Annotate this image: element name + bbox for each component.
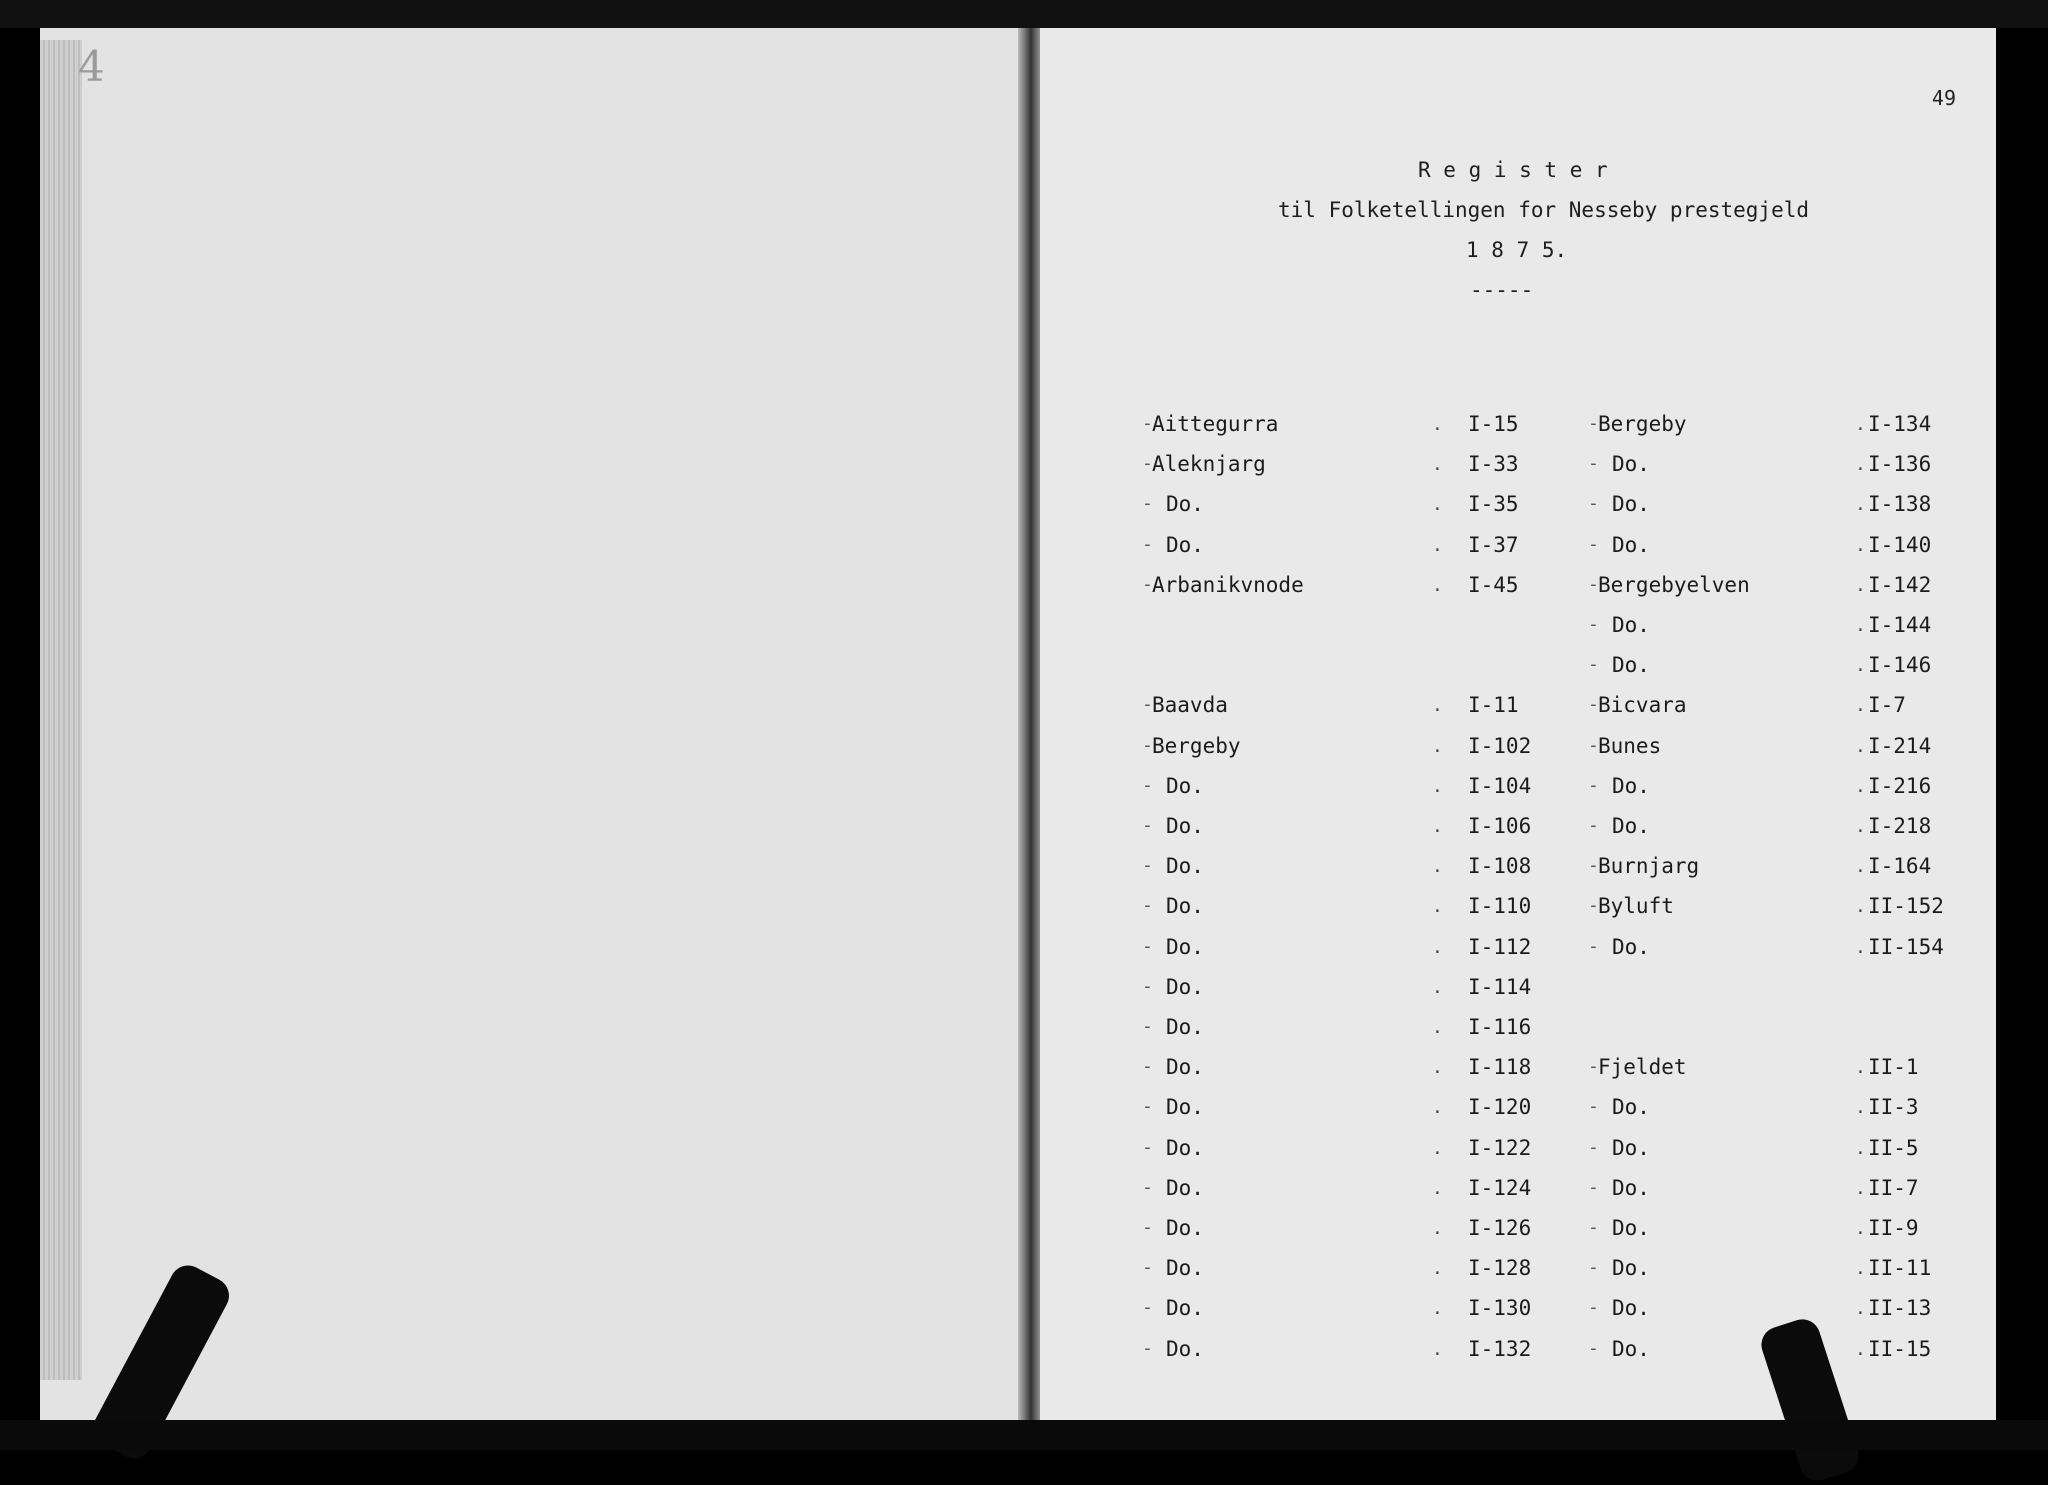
margin-dash: - <box>1588 1137 1599 1158</box>
entry-reference: I-106 <box>1468 814 1532 838</box>
entry-place: Bunes <box>1598 734 1662 758</box>
entry-place: Do. <box>1166 1337 1204 1361</box>
leader-dot: . <box>1432 736 1443 757</box>
margin-dash: - <box>1588 694 1599 715</box>
entry-place: Do. <box>1612 1337 1650 1361</box>
margin-dash: - <box>1142 1096 1153 1117</box>
entry-place: Do. <box>1166 975 1204 999</box>
entry-place: Do. <box>1166 774 1204 798</box>
margin-dash: - <box>1142 1257 1153 1278</box>
entry-reference: I-132 <box>1468 1337 1532 1361</box>
leader-dot: . <box>1432 776 1443 797</box>
leader-dot: . <box>1432 816 1443 837</box>
entry-reference: I-118 <box>1468 1055 1532 1079</box>
entry-reference: I-110 <box>1468 894 1532 918</box>
entry-reference: I-138 <box>1868 492 1932 516</box>
entry-reference: I-45 <box>1468 573 1519 597</box>
entry-place: Do. <box>1166 533 1204 557</box>
scan-top-border <box>0 0 2048 28</box>
margin-dash: - <box>1142 1137 1153 1158</box>
margin-dash: - <box>1142 413 1153 434</box>
margin-dash: - <box>1588 574 1599 595</box>
entry-reference: I-134 <box>1868 412 1932 436</box>
entry-place: Baavda <box>1152 693 1228 717</box>
entry-reference: I-216 <box>1868 774 1932 798</box>
entry-place: Do. <box>1612 935 1650 959</box>
entry-reference: II-5 <box>1868 1136 1919 1160</box>
entry-place: Do. <box>1166 1055 1204 1079</box>
margin-dash: - <box>1588 1056 1599 1077</box>
leader-dot: . <box>1855 454 1866 475</box>
entry-place: Do. <box>1166 935 1204 959</box>
entry-place: Do. <box>1612 492 1650 516</box>
entry-place: Do. <box>1166 1015 1204 1039</box>
margin-dash: - <box>1588 493 1599 514</box>
page-title: R e g i s t e r <box>1418 158 1608 182</box>
margin-dash: - <box>1142 493 1153 514</box>
leader-dot: . <box>1855 615 1866 636</box>
margin-dash: - <box>1588 735 1599 756</box>
leader-dot: . <box>1432 1298 1443 1319</box>
leader-dot: . <box>1855 1138 1866 1159</box>
entry-place: Burnjarg <box>1598 854 1700 878</box>
entry-reference: II-11 <box>1868 1256 1932 1280</box>
entry-place: Do. <box>1166 1176 1204 1200</box>
leader-dot: . <box>1432 494 1443 515</box>
margin-dash: - <box>1142 735 1153 756</box>
entry-place: Do. <box>1612 814 1650 838</box>
leader-dot: . <box>1855 1339 1866 1360</box>
margin-dash: - <box>1588 1297 1599 1318</box>
entry-place: Do. <box>1166 1256 1204 1280</box>
entry-reference: I-164 <box>1868 854 1932 878</box>
entry-reference: II-1 <box>1868 1055 1919 1079</box>
entry-reference: I-130 <box>1468 1296 1532 1320</box>
leader-dot: . <box>1855 695 1866 716</box>
entry-reference: II-13 <box>1868 1296 1932 1320</box>
entry-place: Do. <box>1612 653 1650 677</box>
entry-place: Do. <box>1166 1136 1204 1160</box>
margin-dash: - <box>1142 1016 1153 1037</box>
leader-dot: . <box>1432 937 1443 958</box>
page-subtitle: til Folketellingen for Nesseby prestegjeld <box>1278 198 1810 222</box>
leader-dot: . <box>1855 1258 1866 1279</box>
entry-place: Bergeby <box>1598 412 1687 436</box>
margin-dash: - <box>1142 775 1153 796</box>
entry-reference: I-140 <box>1868 533 1932 557</box>
entry-reference: I-33 <box>1468 452 1519 476</box>
leader-dot: . <box>1855 1218 1866 1239</box>
entry-place: Do. <box>1166 1216 1204 1240</box>
entry-reference: I-7 <box>1868 693 1906 717</box>
margin-dash: - <box>1142 1338 1153 1359</box>
margin-dash: - <box>1588 614 1599 635</box>
margin-dash: - <box>1142 1056 1153 1077</box>
leader-dot: . <box>1432 856 1443 877</box>
leader-dot: . <box>1432 1178 1443 1199</box>
entry-reference: I-144 <box>1868 613 1932 637</box>
entry-reference: I-128 <box>1468 1256 1532 1280</box>
leader-dot: . <box>1855 494 1866 515</box>
leader-dot: . <box>1432 1138 1443 1159</box>
entry-place: Arbanikvnode <box>1152 573 1304 597</box>
margin-dash: - <box>1588 855 1599 876</box>
entry-reference: I-142 <box>1868 573 1932 597</box>
entry-place: Bergeby <box>1152 734 1241 758</box>
margin-dash: - <box>1588 1177 1599 1198</box>
entry-place: Bergebyelven <box>1598 573 1750 597</box>
leader-dot: . <box>1855 896 1866 917</box>
leader-dot: . <box>1432 414 1443 435</box>
entry-reference: I-112 <box>1468 935 1532 959</box>
leader-dot: . <box>1432 896 1443 917</box>
entry-reference: II-7 <box>1868 1176 1919 1200</box>
title-divider: ----- <box>1470 278 1534 302</box>
entry-place: Aleknjarg <box>1152 452 1266 476</box>
entry-place: Do. <box>1612 1216 1650 1240</box>
entry-reference: I-35 <box>1468 492 1519 516</box>
margin-dash: - <box>1142 815 1153 836</box>
entry-place: Do. <box>1612 1136 1650 1160</box>
leader-dot: . <box>1432 1339 1443 1360</box>
entry-place: Do. <box>1166 492 1204 516</box>
entry-place: Do. <box>1166 854 1204 878</box>
entry-reference: I-37 <box>1468 533 1519 557</box>
census-year: 1 8 7 5. <box>1466 238 1568 262</box>
margin-dash: - <box>1142 976 1153 997</box>
entry-place: Do. <box>1612 774 1650 798</box>
entry-reference: I-214 <box>1868 734 1932 758</box>
leader-dot: . <box>1855 1057 1866 1078</box>
leader-dot: . <box>1432 1097 1443 1118</box>
margin-dash: - <box>1588 815 1599 836</box>
entry-place: Do. <box>1612 1296 1650 1320</box>
leader-dot: . <box>1855 816 1866 837</box>
leader-dot: . <box>1432 1017 1443 1038</box>
margin-dash: - <box>1588 895 1599 916</box>
margin-dash: - <box>1588 1257 1599 1278</box>
entry-reference: II-9 <box>1868 1216 1919 1240</box>
leader-dot: . <box>1855 1298 1866 1319</box>
entry-reference: I-146 <box>1868 653 1932 677</box>
margin-dash: - <box>1142 1177 1153 1198</box>
leader-dot: . <box>1855 736 1866 757</box>
margin-dash: - <box>1588 936 1599 957</box>
margin-dash: - <box>1142 895 1153 916</box>
leader-dot: . <box>1855 655 1866 676</box>
entry-reference: I-120 <box>1468 1095 1532 1119</box>
entry-reference: I-15 <box>1468 412 1519 436</box>
page-edges <box>40 40 82 1380</box>
leader-dot: . <box>1432 454 1443 475</box>
right-page <box>1040 28 1996 1420</box>
entry-place: Bicvara <box>1598 693 1687 717</box>
entry-place: Fjeldet <box>1598 1055 1687 1079</box>
margin-dash: - <box>1142 855 1153 876</box>
entry-reference: I-104 <box>1468 774 1532 798</box>
entry-reference: I-11 <box>1468 693 1519 717</box>
margin-dash: - <box>1588 1217 1599 1238</box>
leader-dot: . <box>1432 977 1443 998</box>
leader-dot: . <box>1432 1057 1443 1078</box>
margin-dash: - <box>1142 1297 1153 1318</box>
scan-bottom-border <box>0 1420 2048 1450</box>
entry-reference: I-136 <box>1868 452 1932 476</box>
page-number: 49 <box>1931 86 1956 110</box>
entry-place: Do. <box>1612 533 1650 557</box>
leader-dot: . <box>1432 575 1443 596</box>
entry-place: Do. <box>1166 894 1204 918</box>
entry-reference: II-15 <box>1868 1337 1932 1361</box>
margin-dash: - <box>1588 413 1599 434</box>
entry-reference: I-126 <box>1468 1216 1532 1240</box>
margin-dash: - <box>1142 1217 1153 1238</box>
entry-reference: II-154 <box>1868 935 1944 959</box>
leader-dot: . <box>1855 414 1866 435</box>
margin-dash: - <box>1588 1338 1599 1359</box>
entry-reference: I-122 <box>1468 1136 1532 1160</box>
entry-place: Do. <box>1612 1176 1650 1200</box>
entry-place: Byluft <box>1598 894 1674 918</box>
margin-dash: - <box>1588 453 1599 474</box>
entry-place: Do. <box>1166 1095 1204 1119</box>
entry-reference: I-102 <box>1468 734 1532 758</box>
leader-dot: . <box>1855 575 1866 596</box>
leader-dot: . <box>1855 937 1866 958</box>
entry-reference: I-116 <box>1468 1015 1532 1039</box>
entry-reference: II-3 <box>1868 1095 1919 1119</box>
margin-dash: - <box>1588 1096 1599 1117</box>
leader-dot: . <box>1855 1097 1866 1118</box>
margin-dash: - <box>1142 936 1153 957</box>
margin-dash: - <box>1588 534 1599 555</box>
leader-dot: . <box>1855 776 1866 797</box>
leader-dot: . <box>1855 856 1866 877</box>
entry-place: Do. <box>1612 613 1650 637</box>
entry-reference: I-108 <box>1468 854 1532 878</box>
entry-place: Do. <box>1612 1095 1650 1119</box>
entry-place: Do. <box>1612 1256 1650 1280</box>
entry-reference: I-114 <box>1468 975 1532 999</box>
left-page <box>40 28 1022 1420</box>
entry-place: Do. <box>1612 452 1650 476</box>
leader-dot: . <box>1432 1258 1443 1279</box>
margin-dash: - <box>1142 694 1153 715</box>
margin-dash: - <box>1588 654 1599 675</box>
entry-reference: I-124 <box>1468 1176 1532 1200</box>
margin-dash: - <box>1142 534 1153 555</box>
leader-dot: . <box>1855 1178 1866 1199</box>
entry-place: Do. <box>1166 1296 1204 1320</box>
leader-dot: . <box>1855 535 1866 556</box>
leader-dot: . <box>1432 695 1443 716</box>
margin-dash: - <box>1142 453 1153 474</box>
entry-place: Do. <box>1166 814 1204 838</box>
leader-dot: . <box>1432 1218 1443 1239</box>
entry-place: Aittegurra <box>1152 412 1279 436</box>
margin-dash: - <box>1142 574 1153 595</box>
leader-dot: . <box>1432 535 1443 556</box>
margin-dash: - <box>1588 775 1599 796</box>
corner-mark: 4 <box>78 42 105 91</box>
entry-reference: I-218 <box>1868 814 1932 838</box>
entry-reference: II-152 <box>1868 894 1944 918</box>
